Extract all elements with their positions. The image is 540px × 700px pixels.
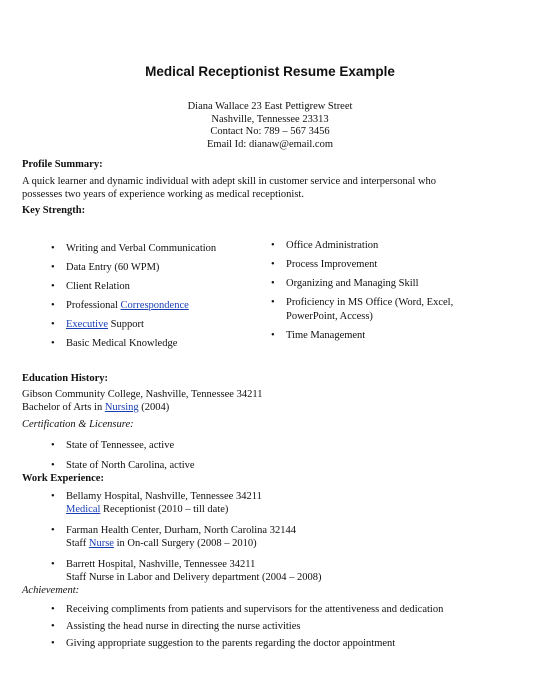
list-item: • State of Tennessee, active	[48, 436, 195, 456]
employer-line: • Bellamy Hospital, Nashville, Tennessee 34211	[66, 491, 262, 502]
list-item-line-1: • Proficiency in MS Office (Word, Excel,	[286, 297, 454, 308]
list-item: • Basic Medical Knowledge	[48, 334, 216, 353]
list-item-line-2: PowerPoint, Access)	[286, 311, 373, 322]
role-line	[66, 537, 322, 550]
executive-link[interactable]: Executive	[66, 319, 108, 330]
list-item: • Assisting the head nurse in directing the nurse activities	[48, 618, 443, 635]
role-line: Staff Nurse in Labor and Delivery department (2004 – 2008)	[66, 572, 322, 583]
work-heading: Work Experience:	[22, 473, 104, 484]
correspondence-link[interactable]: Correspondence	[120, 300, 189, 311]
name-address-line: Diana Wallace 23 East Pettigrew Street	[187, 101, 353, 112]
list-item: • State of North Carolina, active	[48, 456, 195, 476]
role-text: Receptionist (2010 – till date)	[100, 504, 229, 515]
list-item	[48, 558, 322, 584]
email-line: Email Id: dianaw@email.com	[206, 138, 333, 150]
certification-list	[48, 436, 195, 476]
profile-line-2: possesses two years of experience working as medical receptionist.	[22, 188, 304, 200]
list-item: • Client Relation	[48, 277, 216, 296]
achievement-heading: Achievement:	[22, 585, 80, 596]
list-item: • Process Improvement	[268, 258, 518, 272]
degree-text: Bachelor of Arts in	[22, 402, 105, 413]
strengths-list-left	[48, 239, 216, 353]
profile-line-1: A quick learner and dynamic individual with adept skill in customer service and interpersonal who	[22, 176, 437, 187]
education-heading: Education History:	[22, 373, 109, 384]
key-strength-heading: Key Strength:	[22, 205, 86, 216]
list-item: • Office Administration	[268, 239, 518, 253]
degree-year: (2004)	[138, 402, 170, 413]
city-line: Nashville, Tennessee 23313	[211, 113, 329, 125]
page-title: Medical Receptionist Resume Example	[145, 64, 395, 79]
list-item	[268, 296, 518, 324]
strengths-list-right	[268, 239, 518, 343]
list-item	[48, 315, 216, 334]
degree-line	[22, 401, 262, 414]
profile-heading: Profile Summary:	[22, 159, 103, 170]
profile-summary	[22, 176, 436, 201]
list-item: • Data Entry (60 WPM)	[48, 258, 216, 277]
employer-line: • Farman Health Center, Durham, North Carolina 32144	[66, 525, 296, 536]
nurse-link[interactable]: Nurse	[88, 538, 114, 549]
list-item-text: Support	[107, 319, 144, 330]
list-item-text: Professional	[66, 300, 121, 311]
contact-block	[0, 101, 540, 151]
achievement-list	[48, 601, 443, 652]
list-item: • Receiving compliments from patients and supervisors for the attentiveness and dedication	[48, 601, 443, 618]
education-block	[22, 388, 262, 414]
list-item: • Giving appropriate suggestion to the parents regarding the doctor appointment	[48, 635, 443, 652]
list-item	[48, 524, 322, 550]
list-item: • Organizing and Managing Skill	[268, 277, 518, 291]
school-line: Gibson Community College, Nashville, Tennessee 34211	[22, 389, 263, 400]
role-line	[66, 503, 322, 516]
medical-link[interactable]: Medical	[66, 504, 101, 515]
role-text: Staff	[66, 538, 89, 549]
role-text: in On-call Surgery (2008 – 2010)	[113, 538, 257, 549]
work-list	[48, 490, 322, 584]
list-item	[48, 296, 216, 315]
phone-line: Contact No: 789 – 567 3456	[210, 126, 330, 137]
certification-heading: Certification & Licensure:	[22, 419, 134, 430]
list-item: • Writing and Verbal Communication	[48, 239, 216, 258]
nursing-link[interactable]: Nursing	[104, 402, 139, 413]
list-item	[48, 490, 322, 516]
list-item: • Time Management	[268, 329, 518, 343]
employer-line: • Barrett Hospital, Nashville, Tennessee 34211	[66, 559, 256, 570]
